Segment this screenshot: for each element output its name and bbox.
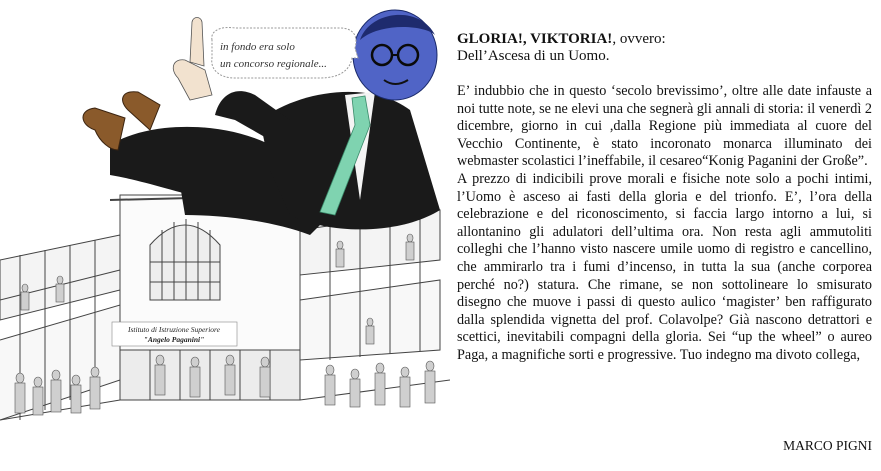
author-signature: MARCO PIGNI (783, 438, 872, 453)
school-sign (112, 322, 237, 346)
school-sign-line2: "Angelo Paganini" (143, 335, 205, 344)
title-rest: , ovvero: (612, 31, 666, 47)
article-paragraph-1: E’ indubbio che in questo ‘secolo brevissimo’, oltre alle date infauste a noi tutte note, se ne elevi una che segnerà gli annali di storia: il venerdì 2 dicembre, giorno in cui ,dalla Regione più immediata al cuore del Vecchio Continente, è stato incoronato monarca illuminato dei webmaster scolastici l’ineffabile, il cesareo“Konig Paganini der Große”. (457, 83, 872, 170)
article-title (457, 31, 872, 48)
school-sign-line1: Istituto di Istruzione Superiore (127, 325, 221, 334)
speech-bubble-line2: un concorso regionale... (220, 58, 327, 70)
title-bold: GLORIA!, VIKTORIA! (457, 31, 613, 47)
article (457, 31, 872, 365)
speech-bubble-line1: in fondo era solo (220, 41, 295, 53)
speech-bubble (212, 28, 358, 79)
article-paragraph-2: A prezzo di indicibili prove morali e fisiche note solo a pochi intimi, l’Uomo è asceso ai fasti della gloria e del trionfo. E’, l’ora della celebrazione e del riconoscimento, si faccia largo intorno a lui, si allontanino gli adulatori dell’ultima ora. Non resta agli ammutoliti colleghi che l’hanno visto nascere umile uomo di registro e cancellino, che ammirarlo tra i fumi d’incenso, in tutta la sua (anche corporea perché no?) statura. Che rimane, se non sottolineare lo smisurato disegno che muove i passi di questo aulico ‘magister’ ben raffigurato dalla splendida vignetta del prof. Colavolpe? Già nascono detrattori e scettici, inevitabili compagni della gloria. Sei “up the wheel” o aureo Paga, a magnifiche sorti e progressive. Tuo indegno ma divoto collega, (457, 170, 872, 363)
article-subtitle: Dell’Ascesa di un Uomo. (457, 48, 610, 64)
